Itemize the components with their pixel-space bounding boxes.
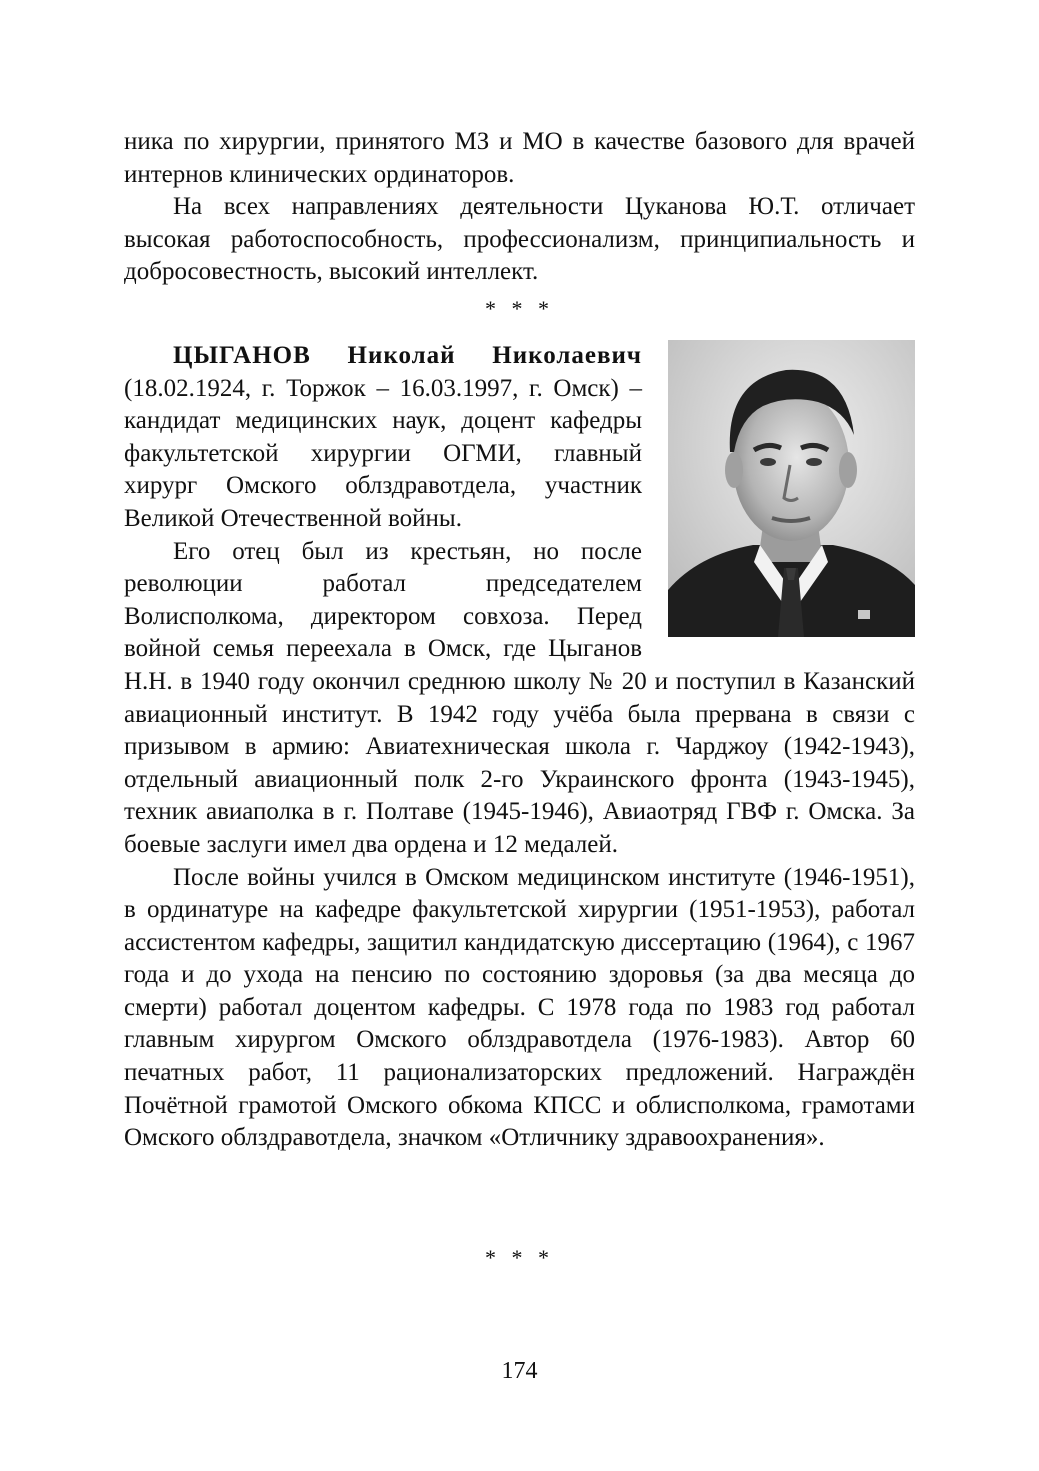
person-summary: (18.02.1924, г. Торжок – 16.03.1997, г. Омск) – кандидат медицинских наук, доцент кафедры факультетской хирургии ОГМИ, главный хирург Омского облздравотдела, участник Великой Отечественной войны.: [124, 374, 642, 532]
biography-paragraph-1: Его отец был из крестьян, но после революции работал председателем Волисполкома, директором совхоза. Перед войной семья переехала в Омск, где Цыганов Н.Н. в 1940 году окончил среднюю школу № 20 и поступил в Казанский авиационный институт. В 1942 году учёба была прервана в связи с призывом в армию: Авиатехническая школа г. Чарджоу (1942-1943), отдельный авиационный полк 2-го Украинского фронта (1943-1945), техник авиаполка в г. Полтаве (1945-1946), Авиаотряд ГВФ г. Омска. За боевые заслуги имел два ордена и 12 медалей.: [124, 537, 915, 858]
portrait-photo: [668, 340, 915, 637]
biography-section: [124, 340, 915, 1155]
page-number: 174: [501, 1358, 538, 1384]
person-name: ЦЫГАНОВ Николай Николаевич: [173, 342, 642, 369]
section-separator: * * *: [485, 296, 554, 321]
portrait-image: [668, 340, 915, 637]
intro-section: [124, 126, 915, 289]
biography-paragraph-2: После войны учился в Омском медицинском институте (1946-1951), в ординатуре на кафедре факультетской хирургии (1951-1953), работал ассистентом кафедры, защитил кандидатскую диссертацию (1964), с 1967 года и до ухода на пенсию по состоянию здоровья (за два месяца до смерти) работал доцентом кафедры. С 1978 года по 1983 год работал главным хирургом Омского облздравотдела (1976-1983). Автор 60 печатных работ, 11 рационализаторских предложений. Награждён Почётной грамотой Омского обкома КПСС и облисполкома, грамотами Омского облздравотдела, значком «Отличнику здравоохранения».: [124, 863, 915, 1152]
section-separator-end: * * *: [485, 1245, 554, 1270]
intro-paragraph-1: ника по хирургии, принятого МЗ и МО в качестве базового для врачей интернов клинических ординаторов.: [124, 128, 915, 188]
intro-paragraph-2: На всех направлениях деятельности Цуканова Ю.Т. отличает высокая работоспособность, профессионализм, принципиальность и добросовестность, высокий интеллект.: [124, 193, 915, 286]
